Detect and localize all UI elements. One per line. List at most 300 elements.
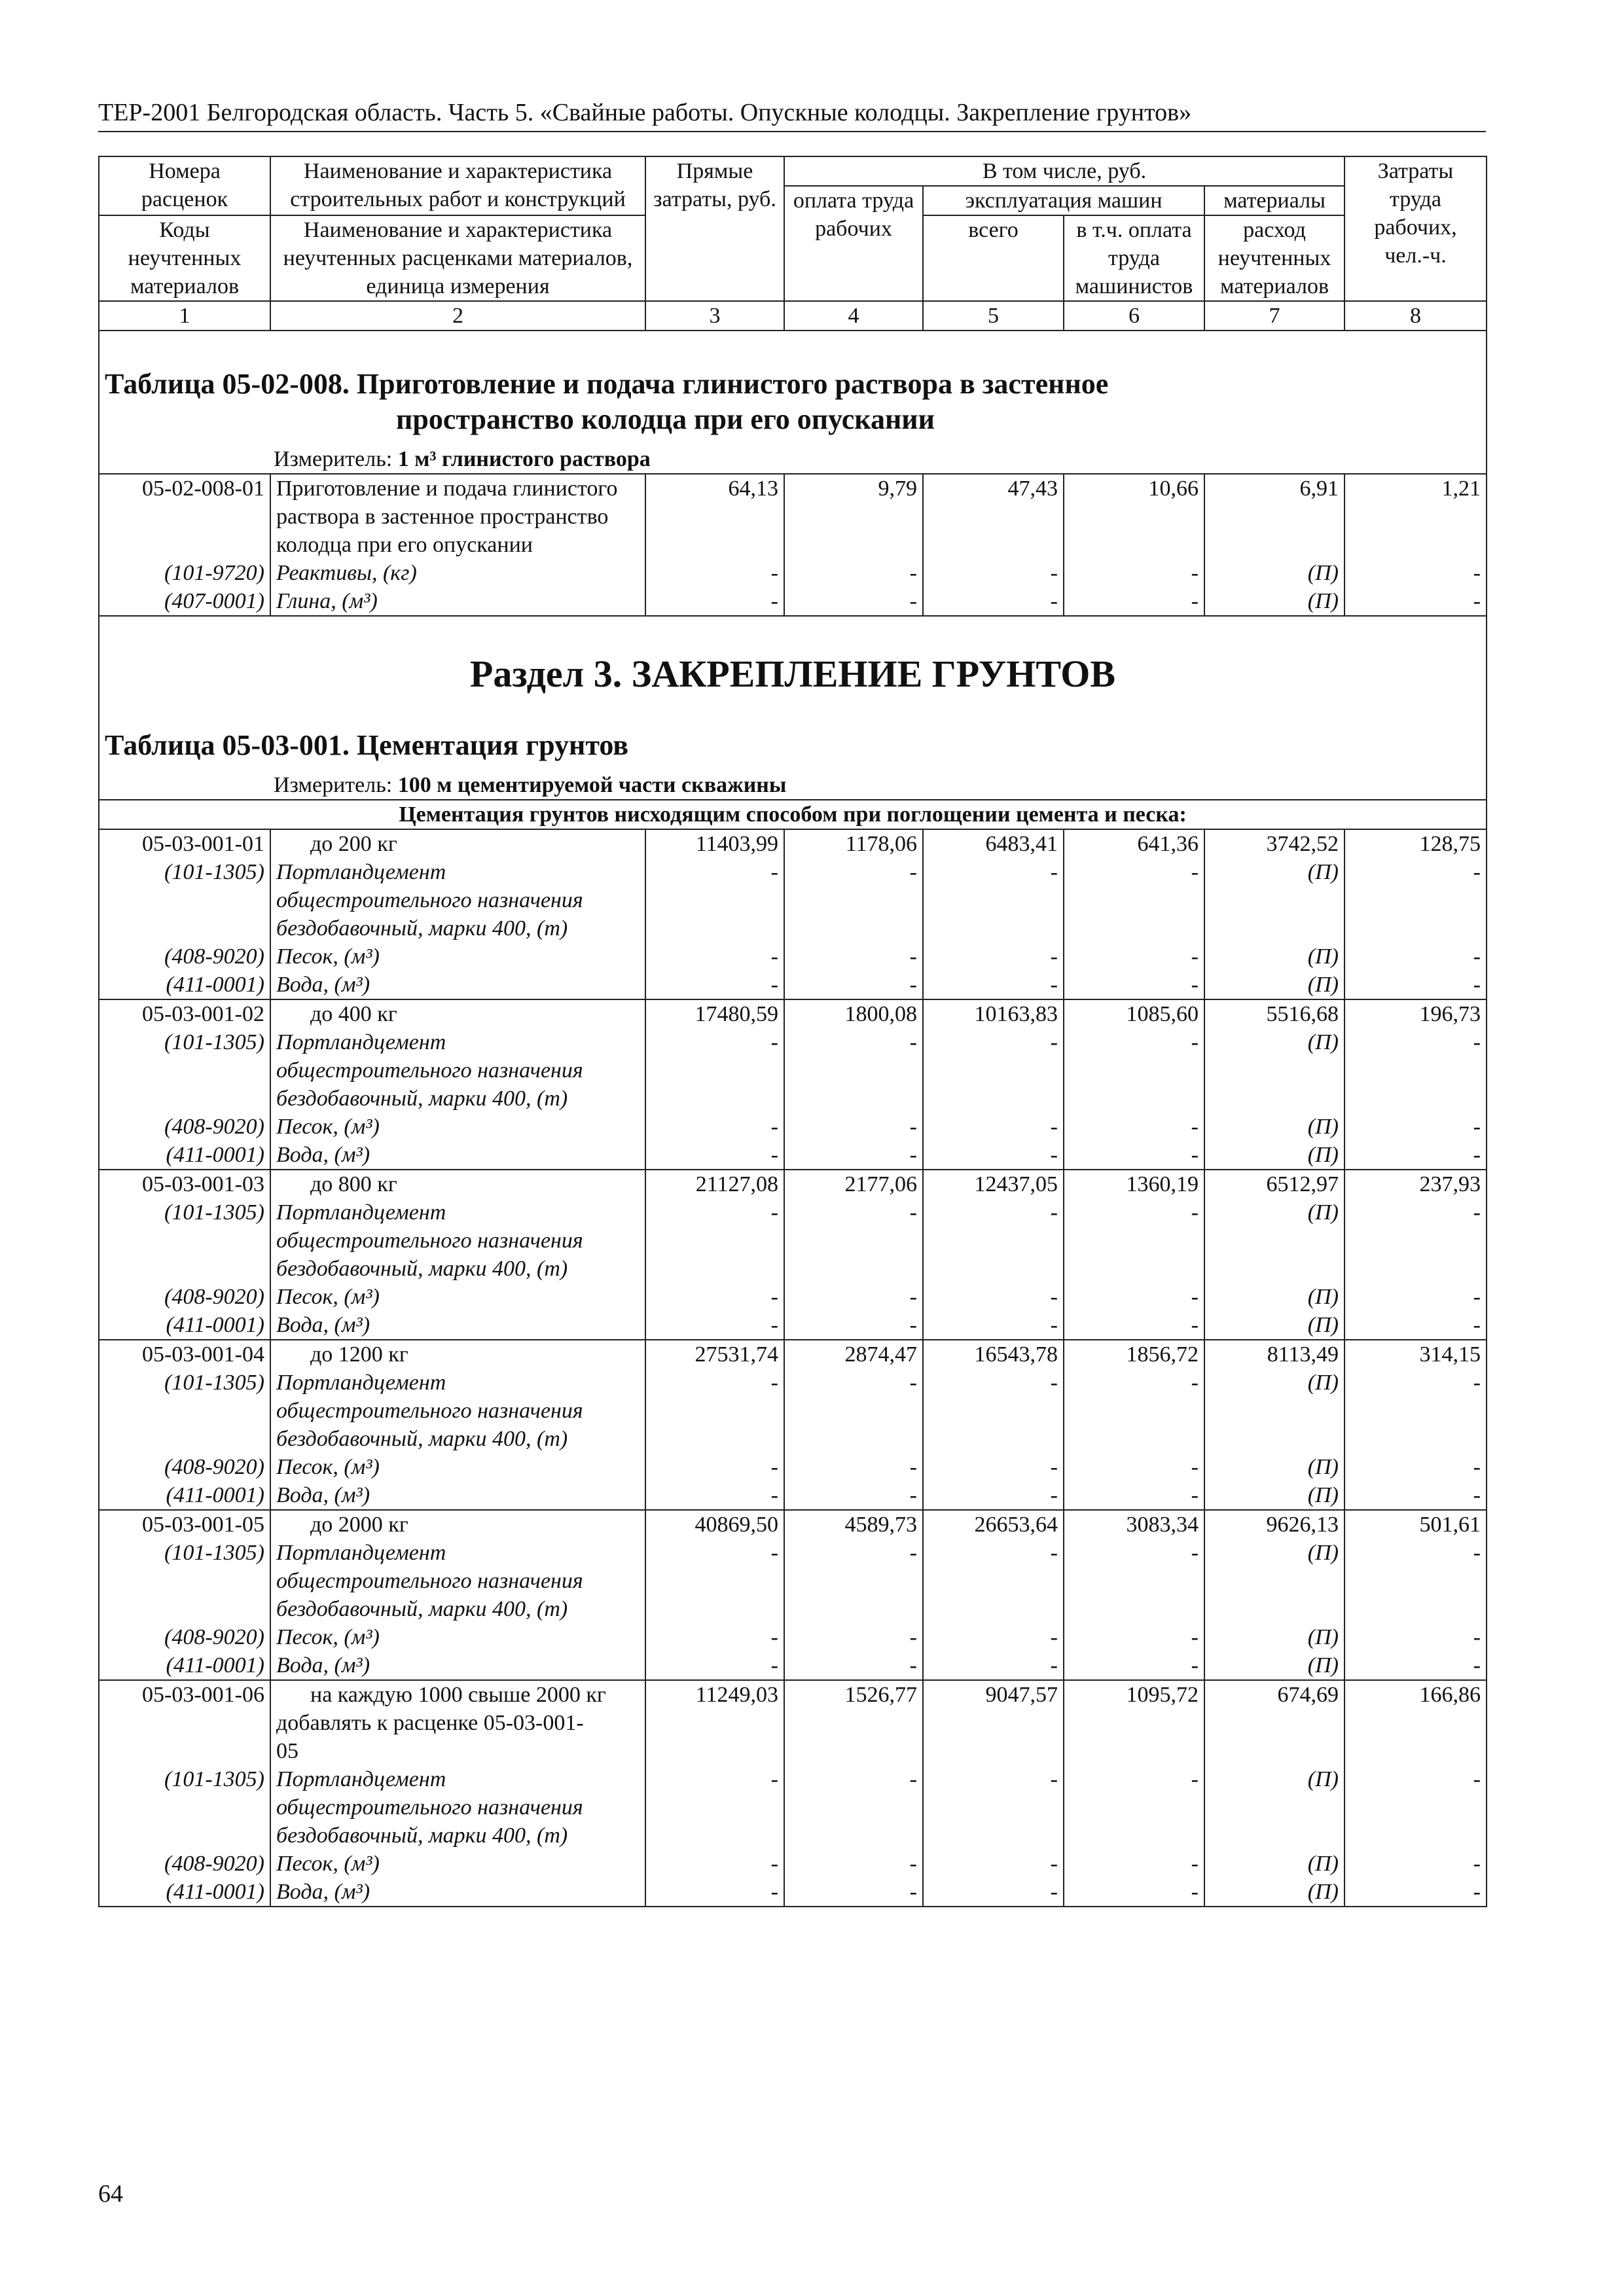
material-name: Портландцемент (270, 1369, 645, 1397)
value-direct-cost: 11249,03 (645, 1680, 784, 1709)
dash: - (1064, 1028, 1204, 1056)
table-row (99, 1878, 1487, 1907)
material-mark: (П) (1204, 1113, 1344, 1141)
empty-cell (1204, 1567, 1344, 1595)
material-code-empty (99, 1567, 270, 1595)
material-mark: (П) (1204, 1481, 1344, 1510)
rate-name-text: до 1200 кг (310, 1342, 408, 1367)
value-labor: 1178,06 (784, 829, 923, 858)
table-row (99, 1340, 1487, 1369)
empty-cell (1204, 1056, 1344, 1085)
value-labor-hours: 196,73 (1344, 999, 1487, 1028)
value-labor: 4589,73 (784, 1510, 923, 1539)
empty-cell (784, 1737, 923, 1765)
dash: - (1064, 1453, 1204, 1481)
dash: - (784, 587, 923, 616)
material-mark: (П) (1204, 1141, 1344, 1170)
dash: - (645, 1311, 784, 1340)
dash: - (645, 559, 784, 587)
dash: - (645, 1113, 784, 1141)
empty-cell (1204, 886, 1344, 914)
dash: - (923, 1651, 1064, 1680)
col6-header: в т.ч. оплата труда машинистов (1064, 215, 1204, 301)
table-row (99, 1623, 1487, 1651)
table-row (99, 1567, 1487, 1595)
dash: - (784, 1311, 923, 1340)
material-code: (101-1305) (99, 1765, 270, 1793)
value-machines: 47,43 (923, 474, 1064, 559)
dash: - (1344, 587, 1487, 616)
material-mark: (П) (1204, 1765, 1344, 1793)
value-machinists: 1085,60 (1064, 999, 1204, 1028)
dash: - (784, 858, 923, 886)
material-name: бездобавочный, марки 400, (т) (270, 1085, 645, 1113)
material-name: Песок, (м³) (270, 1113, 645, 1141)
dash: - (1064, 559, 1204, 587)
empty-cell (1204, 1227, 1344, 1255)
empty-cell (784, 914, 923, 942)
table-row (99, 1227, 1487, 1255)
dash: - (1344, 1141, 1487, 1170)
dash: - (1064, 1878, 1204, 1907)
material-mark: (П) (1204, 1283, 1344, 1311)
material-mark: (П) (1204, 587, 1344, 616)
empty-cell (645, 1425, 784, 1453)
material-code-empty (99, 886, 270, 914)
material-code: (101-1305) (99, 1198, 270, 1227)
empty-cell (1064, 1255, 1204, 1283)
empty-cell (1064, 1056, 1204, 1085)
empty-cell (1204, 1595, 1344, 1623)
table-row (99, 1821, 1487, 1850)
dash: - (784, 1369, 923, 1397)
table-row (99, 1453, 1487, 1481)
dash: - (1344, 858, 1487, 886)
table-row (99, 1737, 1487, 1765)
material-code-empty (99, 1227, 270, 1255)
empty-cell (1344, 1821, 1487, 1850)
dash: - (923, 1369, 1064, 1397)
dash: - (1064, 1311, 1204, 1340)
empty-cell (923, 1227, 1064, 1255)
dash: - (1064, 1539, 1204, 1567)
dash: - (645, 1765, 784, 1793)
value-machines: 26653,64 (923, 1510, 1064, 1539)
material-code: (101-1305) (99, 1028, 270, 1056)
material-name: Вода, (м³) (270, 1481, 645, 1510)
col2-bottom-header: Наименование и характеристика неучтенных расценками материалов, единица измерения (270, 215, 645, 301)
dash: - (645, 1850, 784, 1878)
material-name: общестроительного назначения (270, 1397, 645, 1425)
empty-cell (784, 886, 923, 914)
col-number-2: 2 (270, 301, 645, 331)
empty-cell (1064, 1227, 1204, 1255)
empty-cell (1064, 886, 1204, 914)
value-labor: 2177,06 (784, 1170, 923, 1198)
empty-cell (645, 1821, 784, 1850)
empty-cell (923, 1595, 1064, 1623)
dash: - (645, 1369, 784, 1397)
value-labor-hours: 237,93 (1344, 1170, 1487, 1198)
rate-name (270, 999, 645, 1028)
material-name: Вода, (м³) (270, 971, 645, 999)
material-name: общестроительного назначения (270, 1056, 645, 1085)
empty-cell (1064, 1737, 1204, 1765)
dash: - (1344, 1113, 1487, 1141)
empty-cell (1064, 1567, 1204, 1595)
material-code: (101-1305) (99, 858, 270, 886)
empty-cell (1344, 1709, 1487, 1737)
col5-header: всего (923, 215, 1064, 301)
col3-header: Прямые затраты, руб. (645, 156, 784, 301)
material-mark: (П) (1204, 1028, 1344, 1056)
dash: - (784, 1028, 923, 1056)
dash: - (784, 942, 923, 971)
section-title: Раздел 3. ЗАКРЕПЛЕНИЕ ГРУНТОВ (469, 653, 1116, 695)
measure-value: 100 м цементируемой части скважины (397, 773, 787, 797)
dash: - (923, 1028, 1064, 1056)
dash: - (1344, 942, 1487, 971)
document-sheet (98, 156, 1486, 1907)
value-machinists: 1095,72 (1064, 1680, 1204, 1709)
rate-code: 05-03-001-01 (99, 829, 270, 858)
empty-cell (1064, 914, 1204, 942)
material-name: Песок, (м³) (270, 942, 645, 971)
value-direct-cost: 11403,99 (645, 829, 784, 858)
dash: - (1064, 1765, 1204, 1793)
material-code: (411-0001) (99, 1311, 270, 1340)
empty-cell (1344, 1085, 1487, 1113)
material-name: бездобавочный, марки 400, (т) (270, 1255, 645, 1283)
material-code: (408-9020) (99, 1623, 270, 1651)
material-name: общестроительного назначения (270, 1567, 645, 1595)
empty-cell (1344, 1227, 1487, 1255)
material-name: бездобавочный, марки 400, (т) (270, 914, 645, 942)
table-row (99, 886, 1487, 914)
empty-cell (1204, 1709, 1344, 1737)
value-machines: 12437,05 (923, 1170, 1064, 1198)
material-name: Портландцемент (270, 1028, 645, 1056)
dash: - (923, 1311, 1064, 1340)
material-code-empty (99, 1255, 270, 1283)
empty-cell (645, 1567, 784, 1595)
dash: - (645, 1028, 784, 1056)
empty-cell (784, 1425, 923, 1453)
value-direct-cost: 40869,50 (645, 1510, 784, 1539)
value-machines: 6483,41 (923, 829, 1064, 858)
value-labor: 1526,77 (784, 1680, 923, 1709)
dash: - (1064, 1198, 1204, 1227)
col-number-4: 4 (784, 301, 923, 331)
dash: - (923, 858, 1064, 886)
dash: - (923, 1283, 1064, 1311)
empty-cell (784, 1709, 923, 1737)
value-machinists: 3083,34 (1064, 1510, 1204, 1539)
dash: - (645, 1453, 784, 1481)
value-direct-cost: 64,13 (645, 474, 784, 559)
empty-cell (645, 1056, 784, 1085)
value-machinists: 10,66 (1064, 474, 1204, 559)
table1-title-line2: пространство колодца при его опускании (396, 403, 935, 435)
rate-name: Приготовление и подача глинистого раствора в застенное пространство колодца при его опускании (270, 474, 645, 559)
dash: - (1064, 1850, 1204, 1878)
empty-cell (784, 1397, 923, 1425)
material-mark: (П) (1204, 1878, 1344, 1907)
empty-cell (923, 1056, 1064, 1085)
material-mark: (П) (1204, 1198, 1344, 1227)
table-row (99, 999, 1487, 1028)
rate-name-text: до 200 кг (310, 832, 397, 856)
dash: - (645, 1623, 784, 1651)
material-code: (408-9020) (99, 1453, 270, 1481)
table-row (99, 1255, 1487, 1283)
machines-header: эксплуатация машин (923, 186, 1204, 215)
rate-name (270, 829, 645, 858)
dash: - (1344, 1539, 1487, 1567)
empty-cell (1344, 1056, 1487, 1085)
empty-cell (1344, 1567, 1487, 1595)
rate-code: 05-03-001-02 (99, 999, 270, 1028)
empty-cell (1204, 1085, 1344, 1113)
value-machinists: 641,36 (1064, 829, 1204, 858)
dash: - (784, 971, 923, 999)
material-name: бездобавочный, марки 400, (т) (270, 1821, 645, 1850)
rate-name (270, 1340, 645, 1369)
table-row (99, 971, 1487, 999)
material-name: Песок, (м³) (270, 1283, 645, 1311)
rate-code: 05-02-008-01 (99, 474, 270, 559)
material-code: (411-0001) (99, 1878, 270, 1907)
dash: - (645, 1481, 784, 1510)
material-mark: (П) (1204, 1623, 1344, 1651)
value-materials: 5516,68 (1204, 999, 1344, 1028)
dash: - (923, 587, 1064, 616)
dash: - (1344, 559, 1487, 587)
measure-label: Измеритель: (274, 773, 393, 797)
value-labor-hours: 166,86 (1344, 1680, 1487, 1709)
value-machinists: 1856,72 (1064, 1340, 1204, 1369)
dash: - (923, 942, 1064, 971)
empty-cell (1204, 914, 1344, 942)
rate-code: 05-03-001-06 (99, 1680, 270, 1709)
material-name: Реактивы, (кг) (270, 559, 645, 587)
dash: - (784, 559, 923, 587)
dash: - (1344, 1028, 1487, 1056)
value-labor-hours: 1,21 (1344, 474, 1487, 559)
material-name: бездобавочный, марки 400, (т) (270, 1595, 645, 1623)
value-labor: 1800,08 (784, 999, 923, 1028)
table-row (99, 1141, 1487, 1170)
dash: - (784, 1878, 923, 1907)
table-row (99, 1283, 1487, 1311)
rate-code: 05-03-001-04 (99, 1340, 270, 1369)
empty-cell (784, 1085, 923, 1113)
dash: - (923, 1539, 1064, 1567)
material-name: Вода, (м³) (270, 1311, 645, 1340)
material-code: (411-0001) (99, 971, 270, 999)
material-code-empty (99, 1056, 270, 1085)
dash: - (784, 1850, 923, 1878)
material-mark: (П) (1204, 1651, 1344, 1680)
dash: - (784, 1453, 923, 1481)
material-code-empty (99, 1425, 270, 1453)
empty-cell (784, 1255, 923, 1283)
dash: - (784, 1481, 923, 1510)
table-row (99, 829, 1487, 858)
dash: - (784, 1539, 923, 1567)
material-name: Песок, (м³) (270, 1623, 645, 1651)
dash: - (645, 1283, 784, 1311)
col-number-5: 5 (923, 301, 1064, 331)
material-name: общестроительного назначения (270, 1227, 645, 1255)
empty-cell (923, 886, 1064, 914)
value-machinists: 1360,19 (1064, 1170, 1204, 1198)
material-name: Портландцемент (270, 858, 645, 886)
value-materials: 3742,52 (1204, 829, 1344, 858)
dash: - (923, 971, 1064, 999)
empty-cell (1204, 1793, 1344, 1821)
empty-cell (1344, 1255, 1487, 1283)
table-row (99, 1595, 1487, 1623)
col-number-1: 1 (99, 301, 270, 331)
dash: - (1344, 1481, 1487, 1510)
material-code-empty (99, 1821, 270, 1850)
dash: - (1344, 971, 1487, 999)
col-number-6: 6 (1064, 301, 1204, 331)
material-name: Песок, (м³) (270, 1850, 645, 1878)
empty-cell (1344, 1737, 1487, 1765)
dash: - (1344, 1198, 1487, 1227)
material-name: бездобавочный, марки 400, (т) (270, 1425, 645, 1453)
table-row (99, 1056, 1487, 1085)
table-row (99, 1028, 1487, 1056)
empty-cell (784, 1595, 923, 1623)
empty-cell (923, 1821, 1064, 1850)
value-labor-hours: 128,75 (1344, 829, 1487, 858)
table-row (99, 1369, 1487, 1397)
empty-cell (645, 914, 784, 942)
empty-cell (923, 1737, 1064, 1765)
dash: - (784, 1198, 923, 1227)
material-code: (408-9020) (99, 1283, 270, 1311)
empty-cell (784, 1056, 923, 1085)
value-labor: 9,79 (784, 474, 923, 559)
dash: - (1344, 1283, 1487, 1311)
rate-code: 05-03-001-03 (99, 1170, 270, 1198)
value-machines: 16543,78 (923, 1340, 1064, 1369)
col-number-8: 8 (1344, 301, 1487, 331)
dash: - (923, 1141, 1064, 1170)
dash: - (923, 1113, 1064, 1141)
material-name: Портландцемент (270, 1539, 645, 1567)
material-name: добавлять к расценке 05-03-001- (270, 1709, 645, 1737)
value-direct-cost: 27531,74 (645, 1340, 784, 1369)
header-rule (98, 131, 1486, 132)
table-row (99, 1311, 1487, 1340)
table1-title: Таблица 05-02-008. Приготовление и подача глинистого раствора в застенное (105, 368, 1109, 400)
table-row (99, 1113, 1487, 1141)
rate-name (270, 1170, 645, 1198)
material-mark: (П) (1204, 1850, 1344, 1878)
section-title-block (99, 616, 1487, 800)
dash: - (923, 1453, 1064, 1481)
value-direct-cost: 17480,59 (645, 999, 784, 1028)
material-code: (101-1305) (99, 1539, 270, 1567)
empty-cell (645, 1709, 784, 1737)
incl-header: В том числе, руб. (784, 156, 1344, 186)
col1-bottom-header: Коды неучтенных материалов (99, 215, 270, 301)
col7-header: расход неучтенных материалов (1204, 215, 1344, 301)
materials-header: материалы (1204, 186, 1344, 215)
material-name: Песок, (м³) (270, 1453, 645, 1481)
dash: - (784, 1283, 923, 1311)
table-row (99, 1850, 1487, 1878)
empty-cell (645, 886, 784, 914)
page-header: ТЕР-2001 Белгородская область. Часть 5. «Свайные работы. Опускные колодцы. Закрепление грунтов» (98, 99, 1192, 126)
material-mark: (П) (1204, 1539, 1344, 1567)
table-row (99, 1085, 1487, 1113)
table-row (99, 1510, 1487, 1539)
material-name: Вода, (м³) (270, 1878, 645, 1907)
value-labor-hours: 501,61 (1344, 1510, 1487, 1539)
empty-cell (923, 914, 1064, 942)
material-mark: (П) (1204, 942, 1344, 971)
value-labor: 2874,47 (784, 1340, 923, 1369)
rate-name (270, 1680, 645, 1709)
empty-cell (1204, 1821, 1344, 1850)
material-name: Портландцемент (270, 1765, 645, 1793)
empty-cell (645, 1085, 784, 1113)
empty-cell (645, 1595, 784, 1623)
rate-code: 05-03-001-05 (99, 1510, 270, 1539)
empty-cell (645, 1397, 784, 1425)
empty-cell (923, 1567, 1064, 1595)
table-row (99, 942, 1487, 971)
material-code-empty (99, 1595, 270, 1623)
dash: - (1064, 1651, 1204, 1680)
table-row (99, 1709, 1487, 1737)
col8-header: Затраты труда рабочих, чел.-ч. (1344, 156, 1487, 301)
dash: - (923, 559, 1064, 587)
empty-cell (1344, 1397, 1487, 1425)
material-name: Глина, (м³) (270, 587, 645, 616)
empty-cell (1344, 914, 1487, 942)
table-row (99, 1539, 1487, 1567)
table-row (99, 1198, 1487, 1227)
empty-cell (1204, 1397, 1344, 1425)
empty-cell (1064, 1793, 1204, 1821)
table1-measure (105, 445, 1481, 473)
col2-top-header: Наименование и характеристика строительных работ и конструкций (270, 156, 645, 215)
material-name: Вода, (м³) (270, 1651, 645, 1680)
material-mark: (П) (1204, 971, 1344, 999)
dash: - (1344, 1878, 1487, 1907)
empty-cell (1344, 1793, 1487, 1821)
empty-cell (923, 1709, 1064, 1737)
material-name: Вода, (м³) (270, 1141, 645, 1170)
material-mark: (П) (1204, 1311, 1344, 1340)
dash: - (923, 1623, 1064, 1651)
measure-value: 1 м³ глинистого раствора (397, 447, 651, 471)
material-code: (411-0001) (99, 1651, 270, 1680)
material-mark: (П) (1204, 1453, 1344, 1481)
table2-title: Таблица 05-03-001. Цементация грунтов (105, 729, 629, 761)
table-row (99, 914, 1487, 942)
dash: - (1064, 1481, 1204, 1510)
dash: - (645, 1539, 784, 1567)
rates-table (98, 156, 1487, 1907)
dash: - (784, 1113, 923, 1141)
